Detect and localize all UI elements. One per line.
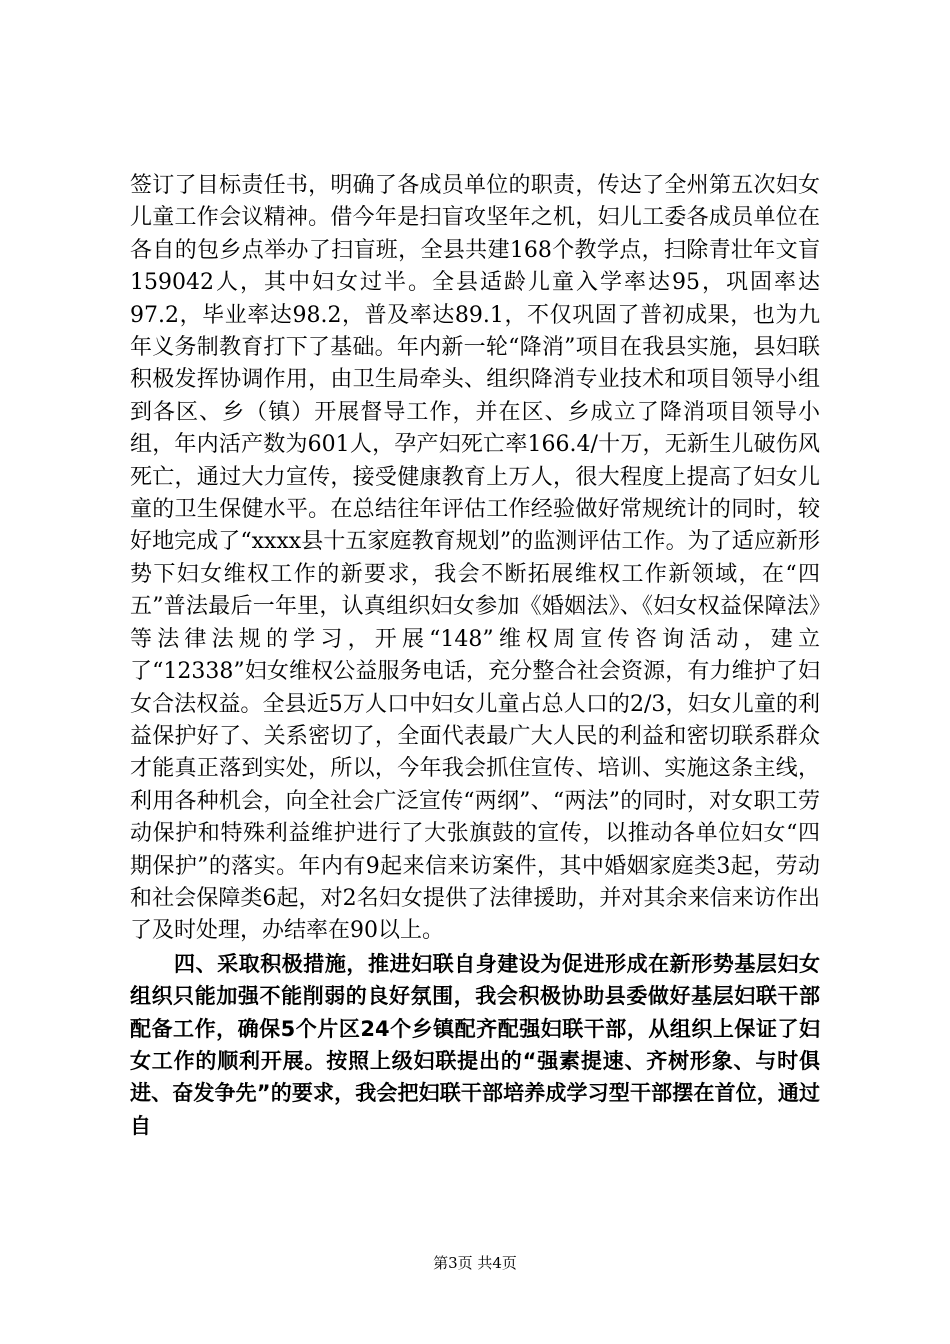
paragraph-2-heading: 四、采取积极措施，推进妇联自身建设为促进形成在新形势基层妇女组织只能加强不能削弱的良好氛围，我会积极协助县委做好基层妇联干部配备工作，确保5个片区24个乡镇配齐配强妇联干部，从组织上保证了妇女工作的顺利开展。按照上级妇联提出的“强素提速、齐树形象、与时俱进、奋发争先”的要求，我会把妇联干部培养成学习型干部摆在首位，通过自 xyxy=(130,951,820,1138)
page-footer: 第3页 共4页 xyxy=(433,1254,517,1272)
document-body xyxy=(130,170,820,1142)
paragraph-1: 签订了目标责任书，明确了各成员单位的职责，传达了全州第五次妇女儿童工作会议精神。借今年是扫盲攻坚年之机，妇儿工委各成员单位在各自的包乡点举办了扫盲班，全县共建168个教学点，扫除青壮年文盲159042人，其中妇女过半。全县适龄儿童入学率达95，巩固率达97.2，毕业率达98.2，普及率达89.1，不仅巩固了普初成果，也为九年义务制教育打下了基础。年内新一轮“降消”项目在我县实施，县妇联积极发挥协调作用，由卫生局牵头、组织降消专业技术和项目领导小组到各区、乡（镇）开展督导工作，并在区、乡成立了降消项目领导小组，年内活产数为601人，孕产妇死亡率166.4/十万，无新生儿破伤风死亡，通过大力宣传，接受健康教育上万人，很大程度上提高了妇女儿童的卫生保健水平。在总结往年评估工作经验做好常规统计的同时，较好地完成了“xxxx县十五家庭教育规划”的监测评估工作。为了适应新形势下妇女维权工作的新要求，我会不断拓展维权工作新领域，在“四五”普法最后一年里，认真组织妇女参加《婚姻法》、《妇女权益保障法》等法律法规的学习，开展“148”维权周宣传咨询活动，建立了“12338”妇女维权公益服务电话，充分整合社会资源，有力维护了妇女合法权益。全县近5万人口中妇女儿童占总人口的2/3，妇女儿童的利益保护好了、关系密切了，全面代表最广大人民的利益和密切联系群众才能真正落到实处，所以，今年我会抓住宣传、培训、实施这条主线，利用各种机会，向全社会广泛宣传“两纲”、“两法”的同时，对女职工劳动保护和特殊利益维护进行了大张旗鼓的宣传，以推动各单位妇女“四期保护”的落实。年内有9起来信来访案件，其中婚姻家庭类3起，劳动和社会保障类6起，对2名妇女提供了法律援助，并对其余来信来访作出了及时处理，办结率在90以上。 xyxy=(130,173,820,944)
